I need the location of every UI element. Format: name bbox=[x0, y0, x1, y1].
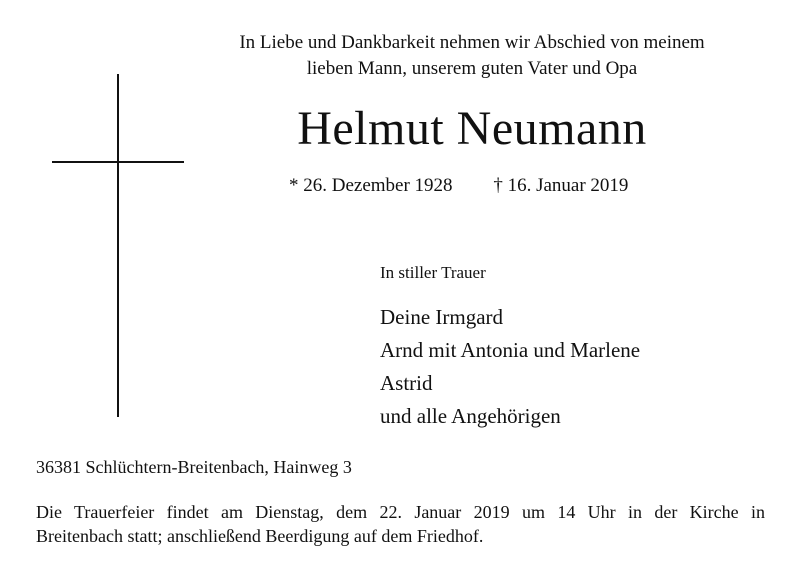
family-member: Arnd mit Antonia und Marlene bbox=[380, 338, 641, 362]
address: 36381 Schlüchtern-Breitenbach, Hainweg 3 bbox=[36, 457, 352, 477]
life-dates bbox=[289, 174, 628, 198]
family-member: und alle Angehörigen bbox=[380, 404, 561, 428]
family-member: Deine Irmgard bbox=[380, 305, 504, 329]
death-date: † 16. Januar 2019 bbox=[493, 175, 629, 196]
birth-date: * 26. Dezember 1928 bbox=[289, 175, 453, 196]
funeral-info bbox=[36, 500, 765, 548]
intro-line-1: In Liebe und Dankbarkeit nehmen wir Abschied von meinem bbox=[239, 32, 705, 53]
mourning-label: In stiller Trauer bbox=[380, 263, 486, 282]
funeral-line-1: Die Trauerfeier findet am Dienstag, dem 22. Januar 2019 um 14 Uhr in der Kirche in bbox=[36, 502, 765, 522]
funeral-line-2: Breitenbach statt; anschließend Beerdigung auf dem Friedhof. bbox=[36, 526, 484, 546]
deceased-name: Helmut Neumann bbox=[297, 102, 647, 155]
family-list bbox=[380, 301, 640, 433]
intro-text bbox=[180, 30, 764, 82]
intro-line-2: lieben Mann, unserem guten Vater und Opa bbox=[306, 58, 638, 79]
cross-vertical-bar bbox=[117, 74, 119, 417]
cross-horizontal-bar bbox=[52, 161, 184, 163]
family-member: Astrid bbox=[380, 371, 433, 395]
